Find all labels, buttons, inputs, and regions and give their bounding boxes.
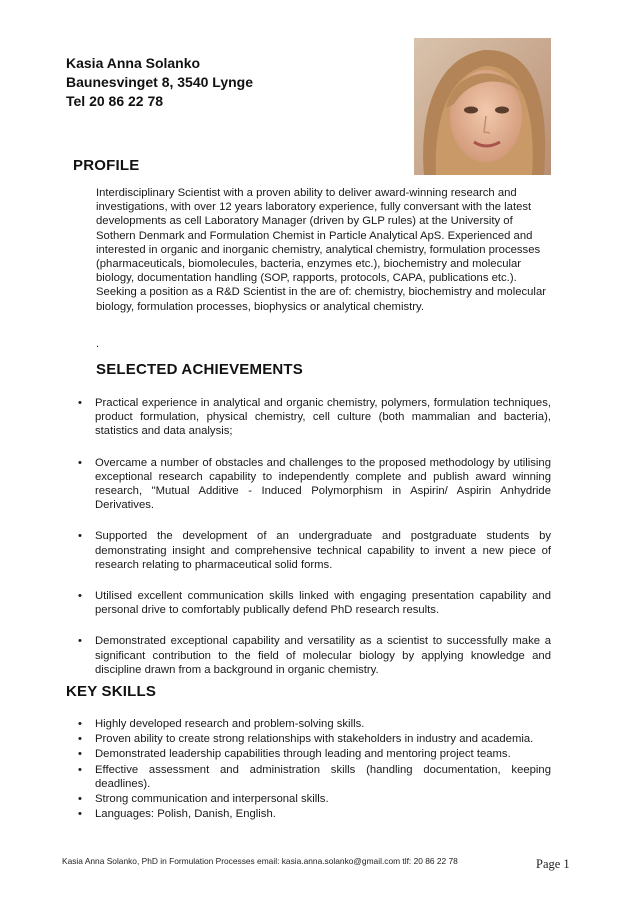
list-item: • Demonstrated exceptional capability and versatility as a scientist to successfully make a significant contribution to the field of molecular biology by applying knowledge and discipline drawn from a background in organic chemistry. <box>78 635 551 676</box>
page-number: Page 1 <box>536 857 570 871</box>
contact-header <box>66 54 253 111</box>
list-item: • Effective assessment and administration skills (handling documentation, keeping deadlines). <box>78 763 551 790</box>
list-item: • Demonstrated leadership capabilities through leading and mentoring project teams. <box>78 748 511 761</box>
key-skills-heading: KEY SKILLS <box>66 683 157 700</box>
list-item: • Practical experience in analytical and organic chemistry, polymers, formulation techniques, product formulation, physical chemistry, cell culture (both mammalian and bacteria), statistics and data analysis; <box>78 397 551 438</box>
list-item: • Utilised excellent communication skills linked with engaging presentation capability and personal drive to comfortably publically defend PhD research results. <box>78 590 551 617</box>
phone: Tel 20 86 22 78 <box>66 93 164 109</box>
portrait-image <box>414 38 551 175</box>
profile-text: Interdisciplinary Scientist with a proven ability to deliver award-winning research and investigations, with over 12 years laboratory experience, fully conversant with the latest developments as cell Laboratory Manager (driven by GLP rules) at the University of Sothern Denmark and Formulation Chemist in Particle Analytical ApS. Experienced and interested in organic and inorganic chemistry, analytical chemistry, formulation processes (pharmaceuticals, biomolecules, bacteria, enzymes etc.), biochemistry and molecular biology, documentation handling (SOP, rapports, protocols, CAPA, publications etc.). Seeking a position as a R&D Scientist in the are of: chemistry, biochemistry and molecular biology, formulation processes, biophysics or analytical chemistry. <box>96 187 546 313</box>
bullet-icon: • <box>78 808 82 821</box>
achievements-heading: SELECTED ACHIEVEMENTS <box>96 361 304 378</box>
bullet-icon: • <box>78 530 82 543</box>
bullet-icon: • <box>78 733 82 746</box>
list-item: • Overcame a number of obstacles and challenges to the proposed methodology by utilising exceptional research capability to independently complete and publish award winning research, "Mutual Additive - Induced Polymorphism in Aspirin/ Aspirin Anhydride Derivatives. <box>78 456 551 512</box>
list-item: • Proven ability to create strong relationships with stakeholders in industry and academia. <box>78 733 534 746</box>
profile-heading: PROFILE <box>73 157 140 174</box>
person-name: Kasia Anna Solanko <box>66 55 201 71</box>
portrait-photo <box>414 38 551 175</box>
address: Baunesvinget 8, 3540 Lynge <box>66 74 253 90</box>
list-item: • Highly developed research and problem-solving skills. <box>78 718 365 730</box>
bullet-icon: • <box>78 748 82 761</box>
list-item: • Strong communication and interpersonal skills. <box>78 793 329 806</box>
bullet-icon: • <box>78 635 82 648</box>
bullet-icon: • <box>78 793 82 806</box>
bullet-icon: • <box>78 456 82 469</box>
list-item: • Supported the development of an undergraduate and postgraduate students by demonstrating insight and comprehensive technical capability to invent a new piece of research relating to pharmaceutical solid forms. <box>78 530 551 571</box>
skills-list <box>78 717 551 822</box>
bullet-icon: • <box>78 763 82 776</box>
separator-dot: . <box>96 338 100 350</box>
achievements-list <box>78 396 551 694</box>
bullet-icon: • <box>78 397 82 409</box>
bullet-icon: • <box>78 590 82 603</box>
list-item: • Languages: Polish, Danish, English. <box>78 808 276 821</box>
bullet-icon: • <box>78 718 82 730</box>
footer-contact: Kasia Anna Solanko, PhD in Formulation Processes email: kasia.anna.solanko@gmail.com tlf: 20 86 22 78 <box>62 856 458 866</box>
